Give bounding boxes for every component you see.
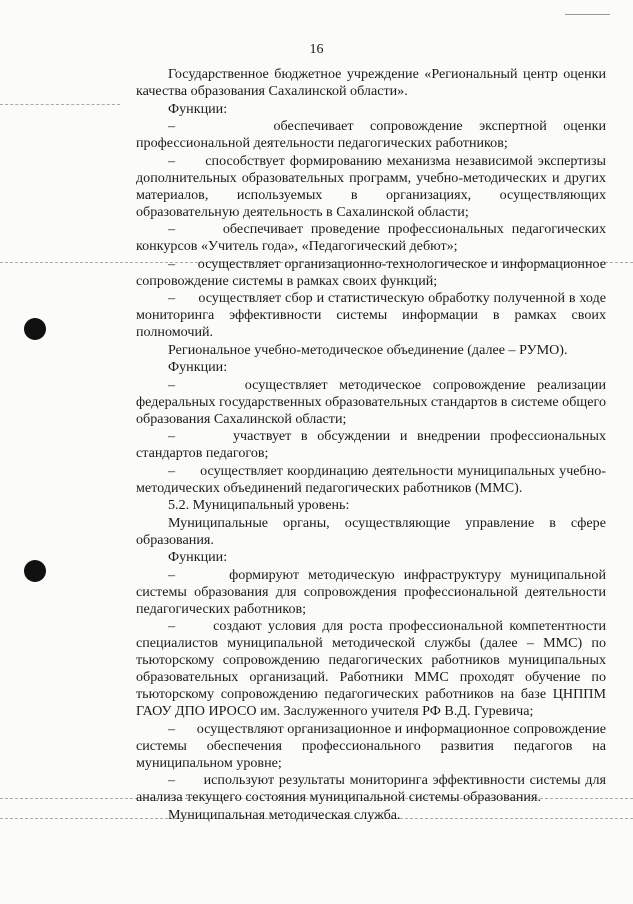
list-item: – осуществляет организационно-технологическое и информационное сопровождение системы в рамках своих функций;: [136, 255, 606, 289]
section-heading: 5.2. Муниципальный уровень:: [168, 497, 350, 513]
paragraph: Муниципальные органы, осуществляющие управление в сфере образования.: [136, 514, 606, 548]
punch-hole: [24, 318, 46, 340]
list-item: – осуществляет методическое сопровождение реализации федеральных государственных образовательных стандартов в системе общего образования Сахалинской области;: [136, 376, 606, 427]
list-item: – используют результаты мониторинга эффективности системы для анализа текущего состояния муниципальной системы образования.: [136, 772, 606, 805]
paragraph: Функции:: [168, 549, 228, 565]
paragraph: Государственное бюджетное учреждение «Региональный центр оценки качества образования Сахалинской области».: [136, 66, 606, 99]
list-item: – обеспечивает проведение профессиональных педагогических конкурсов «Учитель года», «Педагогический дебют»;: [136, 221, 606, 254]
punch-hole: [24, 560, 46, 582]
list-item: – обеспечивает сопровождение экспертной оценки профессиональной деятельности педагогических работников;: [136, 118, 606, 151]
scan-artifact-line: [565, 14, 610, 15]
list-item: – формируют методическую инфраструктуру муниципальной системы образования для сопровождения профессиональной деятельности педагогических работников;: [136, 566, 606, 617]
list-item: – осуществляет сбор и статистическую обработку полученной в ходе мониторинга эффективности системы информации в рамках своих полномочий.: [136, 290, 606, 340]
list-item: – способствует формированию механизма независимой экспертизы дополнительных образовательных программ, учебно-методических и других материалов, используемых в организациях, осуществляющих образовательную деятельность в Сахалинской области;: [136, 152, 606, 220]
paragraph: Функции:: [168, 100, 228, 117]
scan-artifact-line: [0, 104, 120, 105]
list-item: – участвует в обсуждении и внедрении профессиональных стандартов педагогов;: [136, 428, 606, 461]
document-body: [136, 66, 606, 824]
page-number: 16: [309, 42, 324, 57]
paragraph: Функции:: [168, 359, 228, 375]
list-item: – осуществляет координацию деятельности муниципальных учебно-методических объединений педагогических работников (ММС).: [136, 462, 606, 496]
paragraph: Региональное учебно-методическое объединение (далее – РУМО).: [168, 341, 568, 358]
list-item: – осуществляют организационное и информационное сопровождение системы обеспечения профессионального развития педагогов на муниципальном уровне;: [136, 720, 606, 771]
list-item: – создают условия для роста профессиональной компетентности специалистов муниципальной методической службы (далее – ММС) по тьюторскому сопровождению педагогических работников муниципальных образовательных организаций. Работники ММС проходят обучение по тьюторскому сопровождению педагогических работников на базе ЦНППМ ГАОУ ДПО ИРОСО им. Заслуженного учителя РФ В.Д. Гуревича;: [136, 618, 606, 719]
paragraph: Муниципальная методическая служба.: [168, 806, 401, 823]
